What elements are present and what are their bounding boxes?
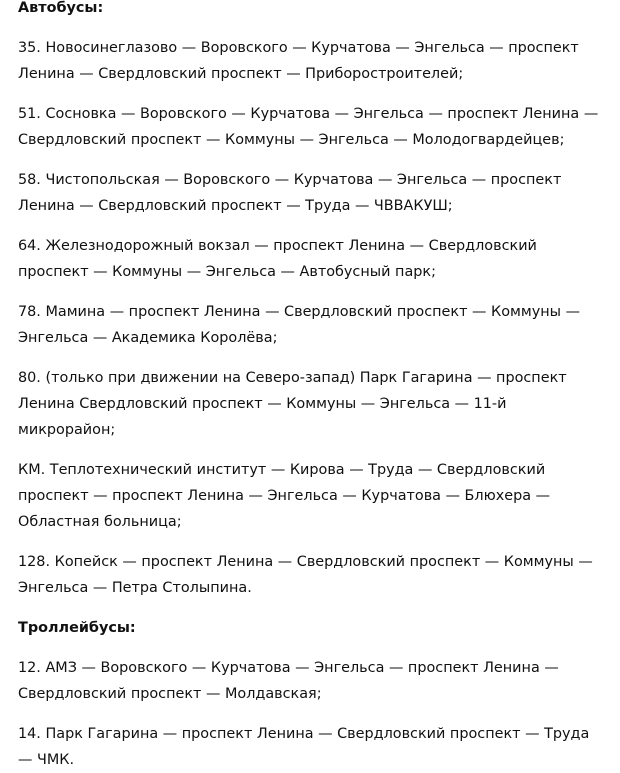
bus-route-64: 64. Железнодорожный вокзал — проспект Ленина — Свердловский проспект — Коммуны — Энгельса — Автобусный парк; (18, 238, 537, 280)
trolleybus-route-14: 14. Парк Гагарина — проспект Ленина — Свердловский проспект — Труда — ЧМК. (18, 726, 590, 768)
bus-route-35: 35. Новосинеглазово — Воровского — Курчатова — Энгельса — проспект Ленина — Свердловский проспект — Приборостроителей; (18, 40, 579, 82)
bus-route-58: 58. Чистопольская — Воровского — Курчатова — Энгельса — проспект Ленина — Свердловский проспект — Труда — ЧВВАКУШ; (18, 172, 562, 214)
trolleybuses-heading: Троллейбусы: (18, 620, 136, 636)
bus-route-128: 128. Копейск — проспект Ленина — Свердловский проспект — Коммуны — Энгельса — Петра Столыпина. (18, 554, 593, 596)
bus-route-51: 51. Сосновка — Воровского — Курчатова — Энгельса — проспект Ленина — Свердловский проспект — Коммуны — Энгельса — Молодогвардейцев; (18, 106, 599, 148)
bus-route-80: 80. (только при движении на Северо-запад) Парк Гагарина — проспект Ленина Свердловский проспект — Коммуны — Энгельса — 11-й микрорайон; (18, 370, 567, 438)
trolleybus-route-12: 12. АМЗ — Воровского — Курчатова — Энгельса — проспект Ленина — Свердловский проспект — Молдавская; (18, 660, 559, 702)
buses-heading: Автобусы: (18, 0, 104, 16)
bus-route-km: КМ. Теплотехнический институт — Кирова — Труда — Свердловский проспект — проспект Ленина — Энгельса — Курчатова — Блюхера — Областная больница; (18, 462, 551, 530)
bus-route-78: 78. Мамина — проспект Ленина — Свердловский проспект — Коммуны — Энгельса — Академика Королёва; (18, 304, 581, 346)
